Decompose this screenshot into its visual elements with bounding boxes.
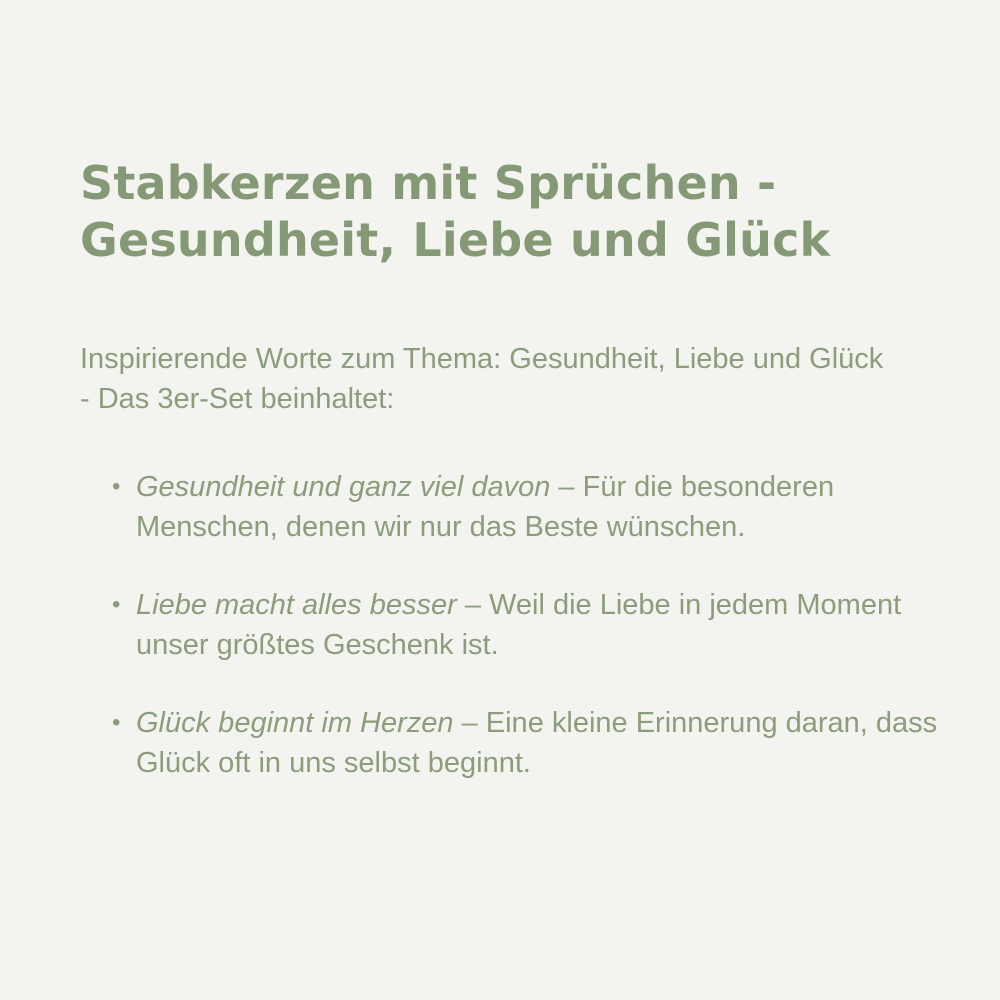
item-text: – Für die besonderen Menschen, denen wir nur das Beste wünschen.: [136, 471, 835, 543]
title-line-1: Stabkerzen mit Sprüchen -: [80, 156, 777, 210]
bullet-icon: •: [112, 591, 121, 618]
bullet-icon: •: [112, 473, 121, 500]
bullet-icon: •: [112, 709, 121, 736]
item-text: – Eine kleine Erinnerung daran, dass Glück oft in uns selbst beginnt.: [136, 707, 938, 779]
list-item: [80, 467, 960, 547]
list-item: [80, 703, 960, 783]
item-text: – Weil die Liebe in jedem Moment unser größtes Geschenk ist.: [136, 589, 902, 661]
page-title: [80, 155, 960, 269]
item-quote: Glück beginnt im Herzen: [136, 707, 454, 739]
feature-list: [80, 467, 960, 783]
item-quote: Liebe macht alles besser: [136, 589, 457, 621]
intro-text: Inspirierende Worte zum Thema: Gesundheit, Liebe und Glück - Das 3er-Set beinhaltet:: [80, 343, 884, 415]
item-quote: Gesundheit und ganz viel davon: [136, 471, 551, 503]
title-line-2: Gesundheit, Liebe und Glück: [80, 213, 831, 267]
list-item: [80, 585, 960, 665]
